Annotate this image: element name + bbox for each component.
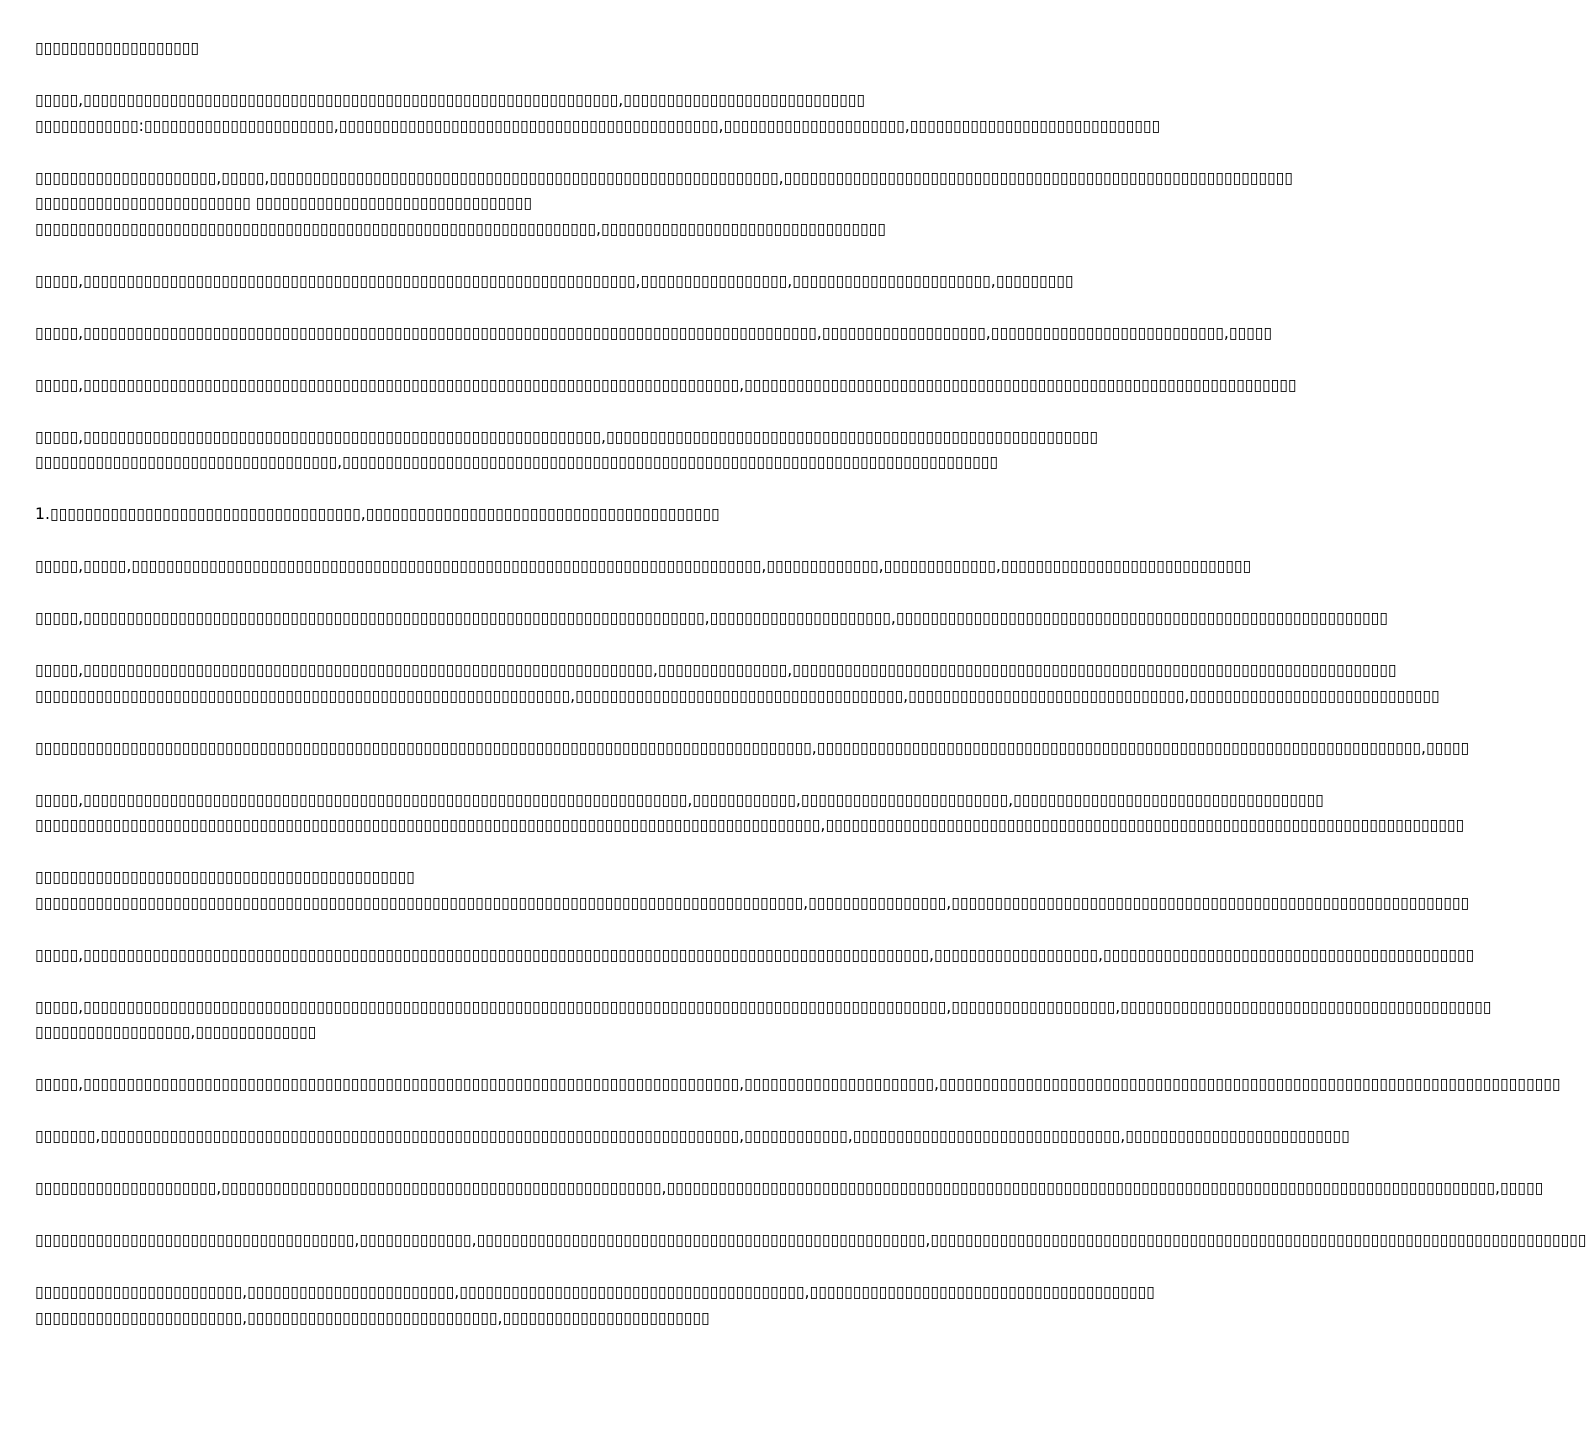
text-line: ▯▯▯▯▯▯▯▯▯▯▯▯▯▯▯▯▯▯▯▯▯▯▯▯▯▯▯▯▯▯▯▯▯▯▯,▯▯▯▯▯▯▯▯▯▯▯▯▯▯▯▯▯▯▯▯▯▯▯▯▯▯▯▯▯▯▯▯▯▯▯▯▯▯▯▯▯▯▯▯▯▯▯▯▯▯▯▯▯▯▯▯▯▯▯▯▯▯▯▯▯▯▯▯▯▯▯▯▯▯▯▯ bbox=[35, 453, 999, 471]
text-line: ▯▯▯▯▯▯▯▯▯▯▯▯▯▯▯▯▯▯▯▯▯▯▯▯▯▯▯▯▯▯▯▯▯▯▯▯▯▯▯▯▯▯▯▯▯▯▯▯▯▯▯▯▯▯▯▯▯▯▯▯▯▯▯▯▯,▯▯▯▯▯▯▯▯▯▯▯▯▯▯▯▯▯▯▯▯▯▯▯▯▯▯▯▯▯▯▯▯▯ bbox=[35, 219, 886, 238]
text-line: ▯▯▯▯▯,▯▯▯▯▯▯▯▯▯▯▯▯▯▯▯▯▯▯▯▯▯▯▯▯▯▯▯▯▯▯▯▯▯▯▯▯▯▯▯▯▯▯▯▯▯▯▯▯▯▯▯▯▯▯▯▯▯▯▯▯▯▯▯▯▯▯▯▯▯▯,▯▯▯▯▯▯▯▯▯▯▯▯,▯▯▯▯▯▯▯▯▯▯▯▯▯▯▯▯▯▯▯▯▯▯▯▯,▯▯▯▯▯▯▯▯▯▯▯▯▯▯▯▯▯▯▯▯▯▯▯▯▯▯▯▯▯▯▯▯▯▯▯▯ bbox=[35, 790, 1324, 809]
text-line: ▯▯▯▯▯,▯▯▯▯▯▯▯▯▯▯▯▯▯▯▯▯▯▯▯▯▯▯▯▯▯▯▯▯▯▯▯▯▯▯▯▯▯▯▯▯▯▯▯▯▯▯▯▯▯▯▯▯▯▯▯▯▯▯▯▯,▯▯▯▯▯▯▯▯▯▯▯▯▯▯▯▯▯▯▯▯▯▯▯▯▯▯▯▯▯▯▯▯▯▯▯▯▯▯▯▯▯▯▯▯▯▯▯▯▯▯▯▯▯▯▯▯▯ bbox=[35, 427, 1099, 446]
paragraph-gap bbox=[35, 62, 989, 89]
text-line: ▯▯▯▯▯▯▯▯▯▯▯▯▯▯▯▯▯▯▯▯▯▯▯▯▯▯▯▯▯▯▯▯▯▯▯▯▯▯▯▯▯▯▯▯▯▯▯▯▯▯▯▯▯▯▯▯▯▯▯▯▯▯▯▯▯▯▯▯▯▯▯▯▯▯▯▯▯▯▯▯▯▯▯▯▯▯▯▯▯▯,▯▯▯▯▯▯▯▯▯▯▯▯▯▯▯▯▯▯▯▯▯▯▯▯▯▯▯▯▯▯▯▯▯▯▯▯▯▯▯▯▯▯▯▯▯▯▯▯▯▯▯▯▯▯▯▯▯▯▯▯▯▯▯▯▯▯▯▯▯▯,▯▯▯▯▯ bbox=[35, 738, 1470, 757]
paragraph-gap bbox=[35, 761, 989, 788]
text-line: ▯▯▯▯▯▯▯▯▯▯▯▯▯▯▯▯▯▯▯▯▯▯▯▯▯▯▯▯▯▯▯▯▯▯▯▯▯▯▯▯▯▯▯▯▯▯▯▯▯▯▯▯▯▯▯▯▯▯▯▯▯▯,▯▯▯▯▯▯▯▯▯▯▯▯▯▯▯▯▯▯▯▯▯▯▯▯▯▯▯▯▯▯▯▯▯▯▯▯▯▯,▯▯▯▯▯▯▯▯▯▯▯▯▯▯▯▯▯▯▯▯▯▯▯▯▯▯▯▯▯▯▯▯,▯▯▯▯▯▯▯▯▯▯▯▯▯▯▯▯▯▯▯▯▯▯▯▯▯▯▯▯▯ bbox=[35, 686, 1440, 705]
text-line: ▯▯▯▯▯,▯▯▯▯▯▯▯▯▯▯▯▯▯▯▯▯▯▯▯▯▯▯▯▯▯▯▯▯▯▯▯▯▯▯▯▯▯▯▯▯▯▯▯▯▯▯▯▯▯▯▯▯▯▯▯▯▯▯▯▯▯▯▯▯▯▯▯▯▯▯▯▯▯▯▯▯▯▯▯▯▯▯▯▯▯▯▯▯▯▯▯▯▯▯▯▯▯▯,▯▯▯▯▯▯▯▯▯▯▯▯▯▯▯▯▯▯▯,▯▯▯▯▯▯▯▯▯▯▯▯▯▯▯▯▯▯▯▯▯▯▯▯▯▯▯▯▯▯▯▯▯▯▯▯▯▯▯▯▯▯▯ bbox=[35, 945, 1475, 964]
text-line: ▯▯▯▯▯▯▯▯▯▯▯▯:▯▯▯▯▯▯▯▯▯▯▯▯▯▯▯▯▯▯▯▯▯▯,▯▯▯▯▯▯▯▯▯▯▯▯▯▯▯▯▯▯▯▯▯▯▯▯▯▯▯▯▯▯▯▯▯▯▯▯▯▯▯▯▯▯▯▯,▯▯▯▯▯▯▯▯▯▯▯▯▯▯▯▯▯▯▯▯▯,▯▯▯▯▯▯▯▯▯▯▯▯▯▯▯▯▯▯▯▯▯▯▯▯▯▯▯▯▯ bbox=[35, 116, 1161, 135]
paragraph-gap bbox=[35, 968, 989, 995]
text-line: ▯▯▯▯▯,▯▯▯▯▯▯▯▯▯▯▯▯▯▯▯▯▯▯▯▯▯▯▯▯▯▯▯▯▯▯▯▯▯▯▯▯▯▯▯▯▯▯▯▯▯▯▯▯▯▯▯▯▯▯▯▯▯▯▯▯▯▯▯▯▯▯▯▯▯▯▯▯,▯▯▯▯▯▯▯▯▯▯▯▯▯▯▯▯▯▯▯▯▯,▯▯▯▯▯▯▯▯▯▯▯▯▯▯▯▯▯▯▯▯▯▯▯▯▯▯▯▯▯▯▯▯▯▯▯▯▯▯▯▯▯▯▯▯▯▯▯▯▯▯▯▯▯▯▯▯▯ bbox=[35, 609, 1388, 627]
text-line: ▯▯▯▯▯▯▯,▯▯▯▯▯▯▯▯▯▯▯▯▯▯▯▯▯▯▯▯▯▯▯▯▯▯▯▯▯▯▯▯▯▯▯▯▯▯▯▯▯▯▯▯▯▯▯▯▯▯▯▯▯▯▯▯▯▯▯▯▯▯▯▯▯▯▯▯▯▯▯▯▯▯,▯▯▯▯▯▯▯▯▯▯▯▯,▯▯▯▯▯▯▯▯▯▯▯▯▯▯▯▯▯▯▯▯▯▯▯▯▯▯▯▯▯▯▯,▯▯▯▯▯▯▯▯▯▯▯▯▯▯▯▯▯▯▯▯▯▯▯▯▯▯ bbox=[35, 1127, 1350, 1145]
text-line: ▯▯▯▯▯,▯▯▯▯▯▯▯▯▯▯▯▯▯▯▯▯▯▯▯▯▯▯▯▯▯▯▯▯▯▯▯▯▯▯▯▯▯▯▯▯▯▯▯▯▯▯▯▯▯▯▯▯▯▯▯▯▯▯▯▯▯▯▯▯▯▯▯▯▯▯▯▯▯▯▯▯,▯▯▯▯▯▯▯▯▯▯▯▯▯▯▯▯▯▯▯▯▯▯,▯▯▯▯▯▯▯▯▯▯▯▯▯▯▯▯▯▯▯▯▯▯▯▯▯▯▯▯▯▯▯▯▯▯▯▯▯▯▯▯▯▯▯▯▯▯▯▯▯▯▯▯▯▯▯▯▯▯▯▯▯▯▯▯▯▯▯▯▯▯▯▯ bbox=[35, 1075, 1561, 1093]
text-line: ▯▯▯▯▯▯▯▯▯▯▯▯▯▯▯▯▯▯▯▯▯▯▯▯,▯▯▯▯▯▯▯▯▯▯▯▯▯▯▯▯▯▯▯▯▯▯▯▯▯▯▯▯▯,▯▯▯▯▯▯▯▯▯▯▯▯▯▯▯▯▯▯▯▯▯▯▯▯ bbox=[35, 1308, 710, 1327]
text-line: ▯▯▯▯▯,▯▯▯▯▯▯▯▯▯▯▯▯▯▯▯▯▯▯▯▯▯▯▯▯▯▯▯▯▯▯▯▯▯▯▯▯▯▯▯▯▯▯▯▯▯▯▯▯▯▯▯▯▯▯▯▯▯▯▯▯▯▯,▯▯▯▯▯▯▯▯▯▯▯▯▯▯▯▯▯▯▯▯▯▯▯▯▯▯▯▯ bbox=[35, 91, 865, 109]
paragraph-gap bbox=[35, 528, 989, 555]
paragraph-gap bbox=[35, 632, 989, 659]
paragraph-gap bbox=[35, 1046, 989, 1073]
text-line: ▯▯▯▯▯▯▯▯▯▯▯▯▯▯▯▯▯▯▯▯▯▯▯▯▯▯▯▯▯▯▯▯▯▯▯▯▯▯▯▯▯▯▯▯▯▯▯▯▯▯▯▯▯▯▯▯▯▯▯▯▯▯▯▯▯▯▯▯▯▯▯▯▯▯▯▯▯▯▯▯▯▯▯▯▯▯▯▯▯▯▯,▯▯▯▯▯▯▯▯▯▯▯▯▯▯▯▯▯▯▯▯▯▯▯▯▯▯▯▯▯▯▯▯▯▯▯▯▯▯▯▯▯▯▯▯▯▯▯▯▯▯▯▯▯▯▯▯▯▯▯▯▯▯▯▯▯▯▯▯▯▯▯▯▯▯ bbox=[35, 816, 1465, 834]
text-line: ▯▯▯▯▯▯▯▯▯▯▯▯▯▯▯▯▯▯▯▯▯▯▯▯▯▯▯▯▯▯▯▯▯▯▯▯▯,▯▯▯▯▯▯▯▯▯▯▯▯▯,▯▯▯▯▯▯▯▯▯▯▯▯▯▯▯▯▯▯▯▯▯▯▯▯▯▯▯▯▯▯▯▯▯▯▯▯▯▯▯▯▯▯▯▯▯▯▯▯▯▯▯▯,▯▯▯▯▯▯▯▯▯▯▯▯▯▯▯▯▯▯▯▯▯▯▯▯▯▯▯▯▯▯▯▯▯▯▯▯▯▯▯▯▯▯▯▯▯▯▯▯▯▯▯▯▯▯▯▯▯▯▯▯▯▯▯▯▯▯▯▯▯▯▯▯▯▯▯▯ bbox=[35, 1231, 1586, 1249]
paragraph-gap bbox=[35, 1202, 989, 1229]
text-line: ▯▯▯▯▯,▯▯▯▯▯,▯▯▯▯▯▯▯▯▯▯▯▯▯▯▯▯▯▯▯▯▯▯▯▯▯▯▯▯▯▯▯▯▯▯▯▯▯▯▯▯▯▯▯▯▯▯▯▯▯▯▯▯▯▯▯▯▯▯▯▯▯▯▯▯▯▯▯▯▯▯▯▯▯,▯▯▯▯▯▯▯▯▯▯▯▯▯,▯▯▯▯▯▯▯▯▯▯▯▯▯,▯▯▯▯▯▯▯▯▯▯▯▯▯▯▯▯▯▯▯▯▯▯▯▯▯▯▯▯▯ bbox=[35, 557, 1252, 575]
paragraph-gap bbox=[35, 580, 989, 607]
paragraph-gap bbox=[35, 916, 989, 943]
paragraph-gap bbox=[35, 476, 989, 503]
paragraph-gap bbox=[35, 398, 989, 425]
paragraph-gap bbox=[35, 139, 989, 166]
paragraph-gap bbox=[35, 1254, 989, 1281]
paragraph-gap bbox=[35, 242, 989, 269]
paragraph-gap bbox=[35, 346, 989, 373]
text-line: ▯▯▯▯▯▯▯▯▯▯▯▯▯▯▯▯▯▯▯▯▯▯▯▯▯▯▯▯▯▯▯▯▯▯▯▯▯▯▯▯▯▯▯▯▯▯▯▯▯▯▯▯▯▯▯▯▯▯▯▯▯▯▯▯▯▯▯▯▯▯▯▯▯▯▯▯▯▯▯▯▯▯▯▯▯▯▯▯▯,▯▯▯▯▯▯▯▯▯▯▯▯▯▯▯▯,▯▯▯▯▯▯▯▯▯▯▯▯▯▯▯▯▯▯▯▯▯▯▯▯▯▯▯▯▯▯▯▯▯▯▯▯▯▯▯▯▯▯▯▯▯▯▯▯▯▯▯▯▯▯▯▯▯▯▯▯ bbox=[35, 893, 1470, 912]
text-line: ▯▯▯▯▯▯▯▯▯▯▯▯▯▯▯▯▯▯▯▯▯▯▯▯,▯▯▯▯▯▯▯▯▯▯▯▯▯▯▯▯▯▯▯▯▯▯▯▯,▯▯▯▯▯▯▯▯▯▯▯▯▯▯▯▯▯▯▯▯▯▯▯▯▯▯▯▯▯▯▯▯▯▯▯▯▯▯▯▯,▯▯▯▯▯▯▯▯▯▯▯▯▯▯▯▯▯▯▯▯▯▯▯▯▯▯▯▯▯▯▯▯▯▯▯▯▯▯▯▯ bbox=[35, 1283, 1155, 1301]
paragraph-gap bbox=[35, 294, 989, 321]
text-line: ▯▯▯▯▯▯▯▯▯▯▯▯▯▯▯▯▯▯▯▯▯,▯▯▯▯▯▯▯▯▯▯▯▯▯▯▯▯▯▯▯▯▯▯▯▯▯▯▯▯▯▯▯▯▯▯▯▯▯▯▯▯▯▯▯▯▯▯▯▯▯▯▯,▯▯▯▯▯▯▯▯▯▯▯▯▯▯▯▯▯▯▯▯▯▯▯▯▯▯▯▯▯▯▯▯▯▯▯▯▯▯▯▯▯▯▯▯▯▯▯▯▯▯▯▯▯▯▯▯▯▯▯▯▯▯▯▯▯▯▯▯▯▯▯▯▯▯▯▯▯▯▯▯▯▯▯▯▯▯▯▯▯▯▯▯▯▯▯▯,▯▯▯▯▯ bbox=[35, 1179, 1544, 1197]
text-line: ▯▯▯▯▯▯▯▯▯▯▯▯▯▯▯▯▯▯▯ bbox=[35, 39, 199, 57]
text-line: ▯▯▯▯▯▯▯▯▯▯▯▯▯▯▯▯▯▯▯▯▯▯▯▯▯ ▯▯▯▯▯▯▯▯▯▯▯▯▯▯▯▯▯▯▯▯▯▯▯▯▯▯▯▯▯▯▯▯ bbox=[35, 194, 532, 212]
paragraph-gap bbox=[35, 839, 989, 866]
text-line: ▯▯▯▯▯▯▯▯▯▯▯▯▯▯▯▯▯▯,▯▯▯▯▯▯▯▯▯▯▯▯▯▯ bbox=[35, 1023, 317, 1041]
document-body bbox=[35, 36, 1586, 1331]
text-line: ▯▯▯▯▯,▯▯▯▯▯▯▯▯▯▯▯▯▯▯▯▯▯▯▯▯▯▯▯▯▯▯▯▯▯▯▯▯▯▯▯▯▯▯▯▯▯▯▯▯▯▯▯▯▯▯▯▯▯▯▯▯▯▯▯▯▯▯▯▯▯▯▯▯▯▯▯▯▯▯▯▯▯▯▯▯▯▯▯▯▯▯▯▯▯▯▯▯▯▯▯▯▯▯▯▯,▯▯▯▯▯▯▯▯▯▯▯▯▯▯▯▯▯▯▯,▯▯▯▯▯▯▯▯▯▯▯▯▯▯▯▯▯▯▯▯▯▯▯▯▯▯▯▯▯▯▯▯▯▯▯▯▯▯▯▯▯▯▯ bbox=[35, 997, 1492, 1016]
text-line: ▯▯▯▯▯,▯▯▯▯▯▯▯▯▯▯▯▯▯▯▯▯▯▯▯▯▯▯▯▯▯▯▯▯▯▯▯▯▯▯▯▯▯▯▯▯▯▯▯▯▯▯▯▯▯▯▯▯▯▯▯▯▯▯▯▯▯▯▯▯▯▯,▯▯▯▯▯▯▯▯▯▯▯▯▯▯▯,▯▯▯▯▯▯▯▯▯▯▯▯▯▯▯▯▯▯▯▯▯▯▯▯▯▯▯▯▯▯▯▯▯▯▯▯▯▯▯▯▯▯▯▯▯▯▯▯▯▯▯▯▯▯▯▯▯▯▯▯▯▯▯▯▯▯▯▯▯▯ bbox=[35, 661, 1397, 679]
text-line: 1.▯▯▯▯▯▯▯▯▯▯▯▯▯▯▯▯▯▯▯▯▯▯▯▯▯▯▯▯▯▯▯▯▯▯▯▯,▯▯▯▯▯▯▯▯▯▯▯▯▯▯▯▯▯▯▯▯▯▯▯▯▯▯▯▯▯▯▯▯▯▯▯▯▯▯▯▯▯ bbox=[35, 505, 720, 523]
text-line: ▯▯▯▯▯,▯▯▯▯▯▯▯▯▯▯▯▯▯▯▯▯▯▯▯▯▯▯▯▯▯▯▯▯▯▯▯▯▯▯▯▯▯▯▯▯▯▯▯▯▯▯▯▯▯▯▯▯▯▯▯▯▯▯▯▯▯▯▯▯▯▯▯▯▯▯▯▯▯▯▯▯▯▯▯▯▯▯▯▯▯,▯▯▯▯▯▯▯▯▯▯▯▯▯▯▯▯▯▯▯,▯▯▯▯▯▯▯▯▯▯▯▯▯▯▯▯▯▯▯▯▯▯▯▯▯▯▯,▯▯▯▯▯ bbox=[35, 323, 1273, 342]
text-line: ▯▯▯▯▯▯▯▯▯▯▯▯▯▯▯▯▯▯▯▯▯,▯▯▯▯▯,▯▯▯▯▯▯▯▯▯▯▯▯▯▯▯▯▯▯▯▯▯▯▯▯▯▯▯▯▯▯▯▯▯▯▯▯▯▯▯▯▯▯▯▯▯▯▯▯▯▯▯▯▯▯▯▯▯▯▯,▯▯▯▯▯▯▯▯▯▯▯▯▯▯▯▯▯▯▯▯▯▯▯▯▯▯▯▯▯▯▯▯▯▯▯▯▯▯▯▯▯▯▯▯▯▯▯▯▯▯▯▯▯▯▯▯▯▯▯ bbox=[35, 168, 1293, 187]
text-line: ▯▯▯▯▯,▯▯▯▯▯▯▯▯▯▯▯▯▯▯▯▯▯▯▯▯▯▯▯▯▯▯▯▯▯▯▯▯▯▯▯▯▯▯▯▯▯▯▯▯▯▯▯▯▯▯▯▯▯▯▯▯▯▯▯▯▯▯▯▯▯▯▯▯▯▯▯▯▯▯▯▯,▯▯▯▯▯▯▯▯▯▯▯▯▯▯▯▯▯▯▯▯▯▯▯▯▯▯▯▯▯▯▯▯▯▯▯▯▯▯▯▯▯▯▯▯▯▯▯▯▯▯▯▯▯▯▯▯▯▯▯▯▯▯▯▯ bbox=[35, 375, 1297, 394]
paragraph-gap bbox=[35, 1098, 989, 1125]
paragraph-gap bbox=[35, 1150, 989, 1177]
text-line: ▯▯▯▯▯,▯▯▯▯▯▯▯▯▯▯▯▯▯▯▯▯▯▯▯▯▯▯▯▯▯▯▯▯▯▯▯▯▯▯▯▯▯▯▯▯▯▯▯▯▯▯▯▯▯▯▯▯▯▯▯▯▯▯▯▯▯▯▯▯,▯▯▯▯▯▯▯▯▯▯▯▯▯▯▯▯▯,▯▯▯▯▯▯▯▯▯▯▯▯▯▯▯▯▯▯▯▯▯▯▯,▯▯▯▯▯▯▯▯▯ bbox=[35, 271, 1074, 290]
text-line: ▯▯▯▯▯▯▯▯▯▯▯▯▯▯▯▯▯▯▯▯▯▯▯▯▯▯▯▯▯▯▯▯▯▯▯▯▯▯▯▯▯▯▯▯ bbox=[35, 868, 415, 886]
paragraph-gap bbox=[35, 709, 989, 736]
